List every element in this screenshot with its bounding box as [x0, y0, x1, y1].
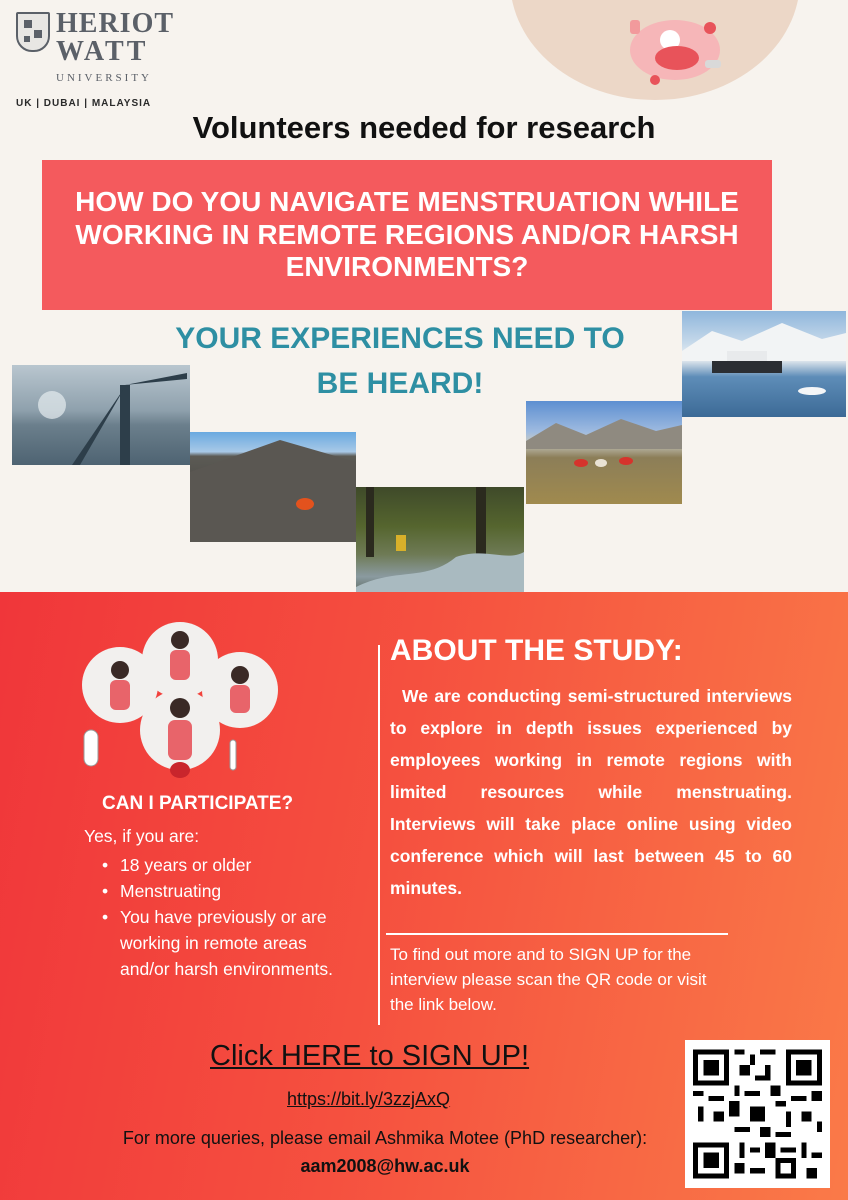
contact-email[interactable]: aam2008@hw.ac.uk	[300, 1156, 470, 1176]
criteria-list	[100, 852, 360, 982]
criteria-item-menstruating: • Menstruating	[100, 878, 360, 904]
photo-forest-stream	[356, 487, 524, 592]
contact-info	[100, 1124, 670, 1180]
participate-heading: CAN I PARTICIPATE?	[102, 793, 294, 814]
signup-note: To find out more and to SIGN UP for the interview please scan the QR code or visit the link below.	[390, 945, 707, 1014]
photo-rocky-slope	[190, 432, 356, 542]
question-text: HOW DO YOU NAVIGATE MENSTRUATION WHILE WORKING IN REMOTE REGIONS AND/OR HARSH ENVIRONMENTS?	[75, 185, 739, 283]
crest-icon	[16, 12, 50, 52]
top-section	[0, 0, 848, 592]
about-heading: ABOUT THE STUDY:	[390, 634, 683, 667]
participate-intro: Yes, if you are:	[84, 826, 200, 846]
horizontal-divider	[386, 933, 728, 935]
qr-code[interactable]	[685, 1040, 830, 1188]
signup-link[interactable]: Click HERE to SIGN UP!	[210, 1040, 530, 1072]
photo-tundra-tents	[526, 401, 682, 504]
logo-line-watt: WATT	[56, 36, 149, 67]
logo-locations: UK | DUBAI | MALAYSIA	[16, 98, 152, 109]
short-url-link[interactable]: https://bit.ly/3zzjAxQ	[287, 1089, 451, 1109]
vertical-divider	[378, 645, 380, 1025]
menstruation-illustration	[615, 10, 735, 90]
about-body: We are conducting semi-structured interviews to explore in depth issues experienced by employees working in remote regions with limited resources while menstruating. Interviews will take place online using video conference which will last between 45 to 60 minutes.	[390, 686, 792, 898]
question-banner	[42, 160, 772, 310]
experiences-line-2: BE HEARD!	[316, 367, 484, 400]
page-title: Volunteers needed for research	[192, 110, 656, 145]
qr-code-icon	[693, 1048, 822, 1180]
criteria-item-remote-work: • You have previously or are working in remote areas and/or harsh environments.	[100, 904, 360, 982]
experiences-line-1: YOUR EXPERIENCES NEED TO	[175, 322, 625, 355]
contact-text: For more queries, please email Ashmika Motee (PhD researcher):	[122, 1128, 648, 1148]
logo-line-heriot: HERIOT	[56, 8, 175, 39]
women-cramps-illustration	[80, 620, 280, 790]
photo-wind-turbine	[12, 365, 190, 465]
criteria-item-age: • 18 years or older	[100, 852, 360, 878]
university-logo	[16, 8, 175, 109]
photo-arctic-ship	[682, 311, 846, 417]
logo-line-university: UNIVERSITY	[56, 72, 152, 84]
